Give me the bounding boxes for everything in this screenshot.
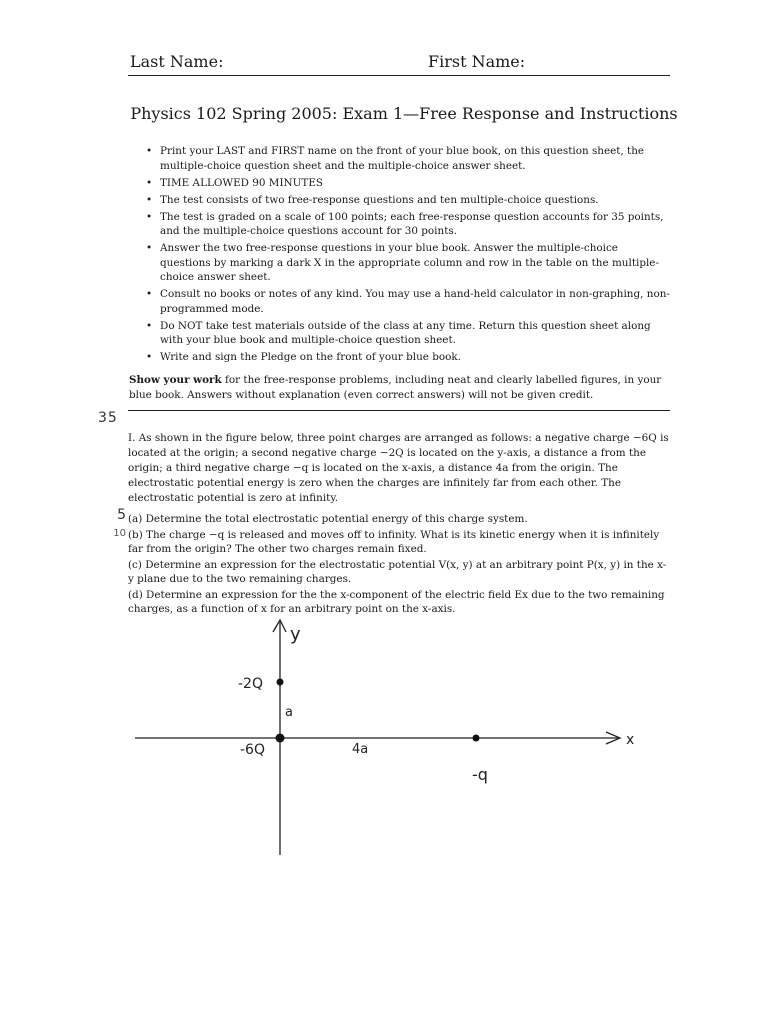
instruction-item: • Do NOT take test materials outside of the class at any time. Return this question sheet along with your blue book and multiple-choice question sheet. — [140, 319, 670, 348]
last-name-label: Last Name: — [130, 52, 224, 71]
problem-part: 5 (a) Determine the total electrostatic potential energy of this charge system. — [128, 512, 670, 527]
instruction-item: • Consult no books or notes of any kind. You may use a hand-held calculator in non-graphing, non-programmed mode. — [140, 287, 670, 316]
section-rule — [128, 410, 670, 411]
charge-diagram — [120, 610, 660, 860]
name-row — [128, 52, 668, 76]
charge-origin-dot — [276, 734, 285, 743]
problem-part: (d) Determine an expression for the the x-component of the electric field Ex due to the two remaining charges, as a function of x for an arbitrary point on the x-axis. — [128, 588, 665, 615]
instruction-item: • Write and sign the Pledge on the front of your blue book. — [140, 350, 670, 365]
instructions-list — [140, 144, 670, 367]
problem-statement: I. As shown in the figure below, three point charges are arranged as follows: a negative charge −6Q is located at the origin; a second negative charge −2Q is located on the y-axis, a distance a from the origin; a third negative charge −q is located on the x-axis, a distance 4a from the origin. The electrostatic potential energy is zero when the charges are infinitely far from each other. The electrostatic potential is zero at infinity. — [128, 432, 669, 504]
charge-right-dot — [473, 735, 480, 742]
handwritten-mark: 5 — [117, 507, 126, 523]
problem-parts — [113, 507, 670, 618]
problem-part: (c) Determine an expression for the electrostatic potential V(x, y) at an arbitrary point P(x, y) in the x-y plane due to the two remaining charges. — [128, 558, 667, 585]
instruction-item: • TIME ALLOWED 90 MINUTES — [140, 176, 670, 191]
charge-top-label: -2Q — [238, 676, 263, 692]
first-name-label: First Name: — [428, 52, 526, 71]
instruction-item: • The test is graded on a scale of 100 points; each free-response question accounts for 35 points, and the multiple-choice questions account for 30 points. — [140, 210, 670, 239]
charge-top-dot — [277, 679, 284, 686]
header-rule — [128, 75, 670, 76]
exam-title: Physics 102 Spring 2005: Exam 1—Free Response and Instructions — [130, 104, 678, 123]
distance-a-label: a — [285, 705, 293, 720]
instruction-item: • Print your LAST and FIRST name on the front of your blue book, on this question sheet, the multiple-choice question sheet and the multiple-choice answer sheet. — [140, 144, 670, 173]
show-work-note — [129, 373, 670, 403]
y-axis-label: y — [290, 624, 301, 645]
charge-right-label: -q — [472, 765, 488, 784]
handwritten-score: 35 — [98, 410, 118, 426]
show-work-rest: for the free-response problems, including neat and clearly labelled figures, in your blue book. Answers without explanation (even correct answers) will not be given credit. — [129, 374, 662, 401]
charge-origin-label: -6Q — [240, 742, 265, 758]
handwritten-mark: 10 — [113, 527, 126, 539]
instruction-item: • The test consists of two free-response questions and ten multiple-choice questions. — [140, 193, 670, 208]
instruction-item: • Answer the two free-response questions in your blue book. Answer the multiple-choice questions by marking a dark X in the appropriate column and row in the table on the multiple-choice answer sheet. — [140, 241, 670, 285]
x-axis-label: x — [626, 732, 635, 748]
show-work-bold: Show your work — [129, 374, 222, 386]
problem-part: 10 (b) The charge −q is released and moves off to infinity. What is its kinetic energy when it is infinitely far from the origin? The other two charges remain fixed. — [128, 528, 670, 557]
distance-4a-label: 4a — [352, 742, 369, 757]
